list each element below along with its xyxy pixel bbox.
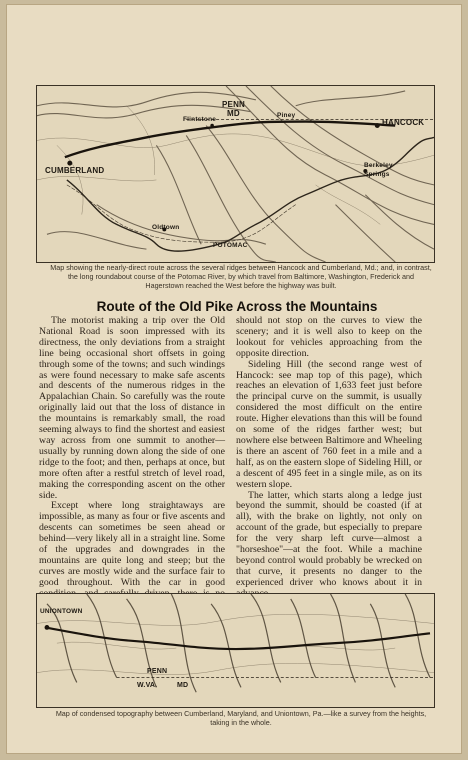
right-paragraph-3: The latter, which starts along a ledge just beyond the summit, should be coasted (if at all), with the brake on lightly, not only on account of the grade, but especially to prepare for the very sharp left curve—almost a "horseshoe"—at the foot. While a machine beyond control would probably be wrecked on that curve, it presents no danger to the experienced driver who knows about it in [236,489,422,588]
map-label-uniontown: UNIONTOWN [40,608,83,615]
map-label-penn-bottom: PENN [147,668,168,675]
map-label-springs: Springs [364,171,390,178]
map-label-berkeley: Berkeley [364,162,393,169]
right-paragraph-2: Sideling Hill (the second range west of Hancock: see map top of this page), which reaches an elevation of 1,633 feet just before the principal curve on the summit, is usually considered the most difficult on the entire route. Higher elevations than this will be found on some of the ridges farther west; but nowhere else between Baltimore and Wheeling is there an ascent of 760 feet in a mile and a half, as on the eastern slope of Sideling Hill, or a descent of 495 feet in a single mile, as on its western slope. [236,358,422,490]
map-label-piney: Piney [277,112,296,119]
left-paragraph-1: The motorist making a trip over the Old National Road is soon impressed with its directness, the only deviations from a straight line being occasional short offsets in going through some of the towns; and such windings as were found necessary to make safe ascents and descents of the numerous ridges in the Appalachian Chain. So carefully was the route originally laid out that the loss of distance in the mountains is remarkably small, the road seeming always to find the shortest and easiest way across from one summit to another—usually by running down along the side of one ridge to the foot; and then, perhaps at once, but more often after a restful stretch of level road, making the corresponding ascent on the other side. [39,315,225,501]
map-label-hancock: HANCOCK [382,118,425,127]
map-label-oldtown: Oldtown [152,224,180,231]
flintstone-marker [210,124,214,128]
map-label-md-bottom: MD [177,682,189,689]
right-paragraph-1: should not stop on the curves to view the scenery; and it is well also to keep on the lookout for vehicles approaching from the opposite direction. [236,315,422,359]
map-label-md: MD [227,109,240,118]
map-label-wva: W.VA. [137,682,158,689]
document-page [6,4,462,754]
bottom-topography-map [36,593,435,708]
map-label-potomac: POTOMAC [213,242,248,249]
right-column [236,316,422,600]
uniontown-marker [45,625,50,630]
bottom-map-topography [37,594,434,707]
cumberland-marker [67,161,72,166]
article-title: Route of the Old Pike Across the Mountains [96,299,378,314]
left-paragraph-2: Except where long straightaways are impossible, as many as four or five ascents and descents can sometimes be seen ahead or behind—very likely all in a straight line. Some of the upgrades and downgrades in the mountains are quite long and steep; but the curves are mostly wide and the surface fair to good throughout. With the car in good [39,500,225,588]
map-label-flintstone: Flintstone [183,116,217,123]
top-map-caption: Map showing the nearly-direct route across the several ridges between Hancock and Cumberland, Md.; and, in contrast, the long roundabout course of the Potomac River, by which travel from Baltimore, Washington, Frederick and Hagerstown reached the West before the highway was built. [50,263,432,290]
map-label-penn: PENN [222,100,246,109]
left-column [39,316,225,610]
map-label-cumberland: CUMBERLAND [45,166,105,175]
bottom-map-caption: Map of condensed topography between Cumberland, Maryland, and Uniontown, Pa.—like a survey from the heights, taking in the whole. [55,709,427,727]
top-route-map [36,85,435,263]
hancock-marker [375,123,380,128]
